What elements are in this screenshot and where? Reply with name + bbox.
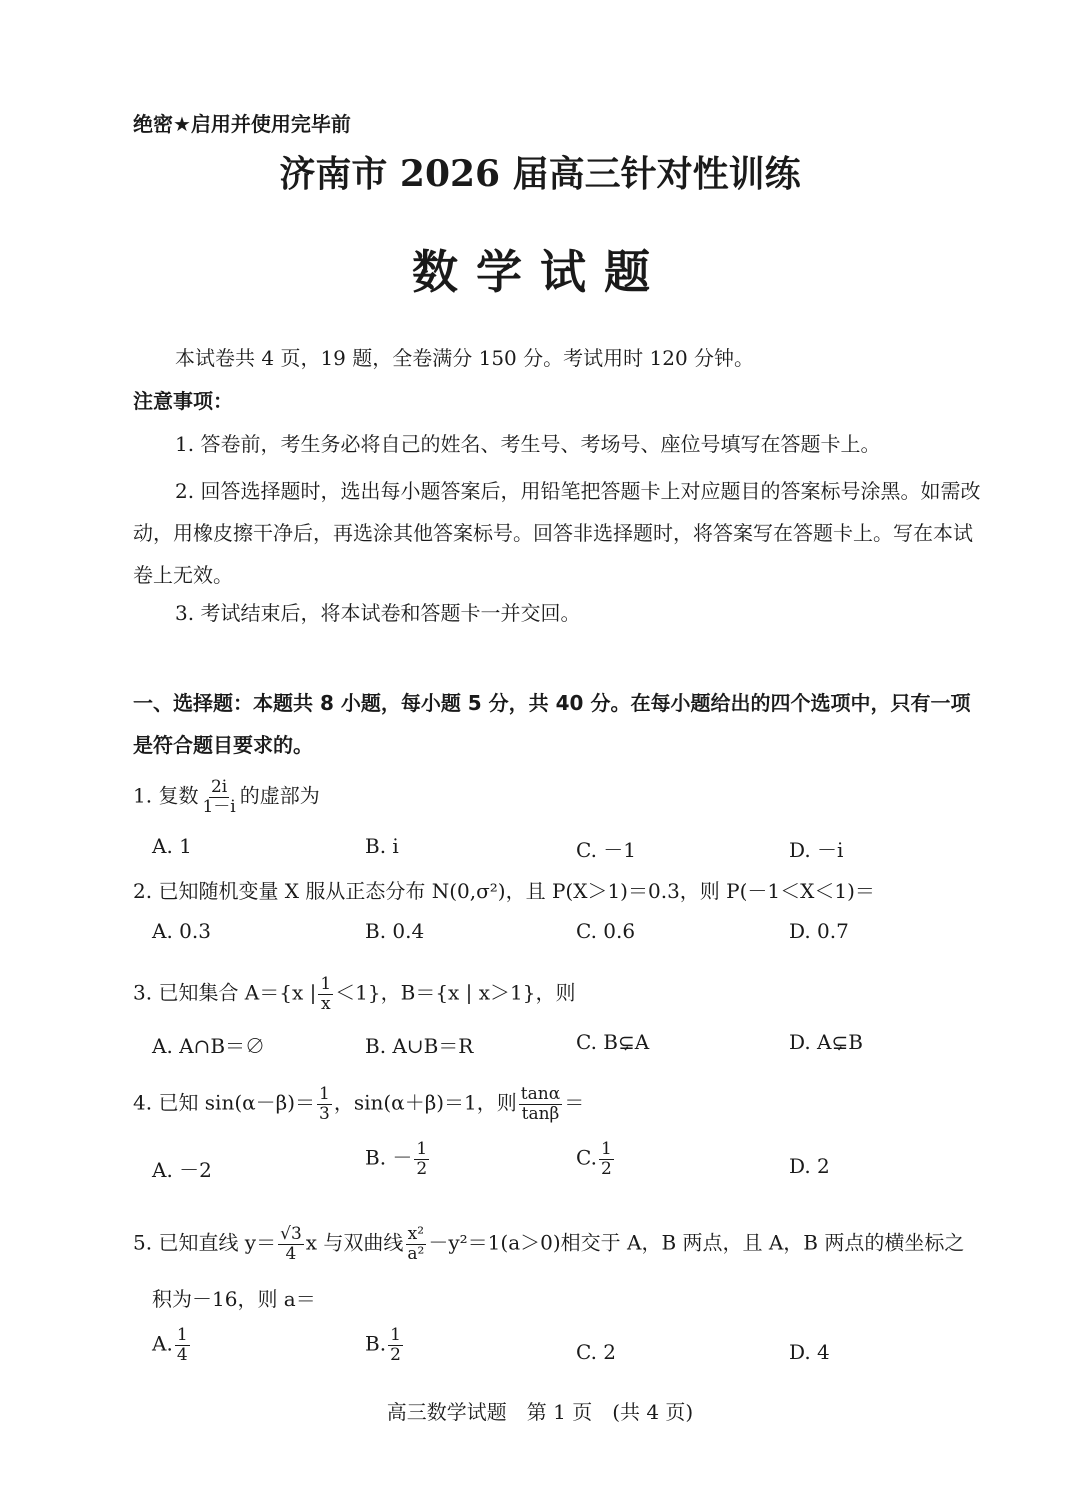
secret-mark: 绝密★启用并使用完毕前 bbox=[133, 112, 351, 136]
q4-option-c-numerator: 1 bbox=[600, 1139, 612, 1159]
q5-option-a bbox=[152, 1326, 192, 1364]
question-4 bbox=[133, 1085, 584, 1123]
q4-numerator-1: 1 bbox=[319, 1084, 330, 1104]
q5-fraction-2 bbox=[405, 1225, 426, 1263]
section-heading: 一、选择题：本题共 8 小题，每小题 5 分，共 40 分。在每小题给出的四个选项中，只有一项是符合题目要求的。 bbox=[133, 691, 971, 757]
q5-option-b-fraction bbox=[388, 1326, 403, 1364]
q4-suffix: ＝ bbox=[564, 1090, 585, 1115]
q1-numerator: 2i bbox=[210, 777, 228, 797]
q1-suffix: 的虚部为 bbox=[239, 783, 320, 808]
question-5 bbox=[133, 1225, 964, 1263]
q4-option-b bbox=[365, 1140, 431, 1178]
q4-option-c-denominator: 2 bbox=[600, 1158, 612, 1179]
q2-option-d: D. 0.7 bbox=[789, 919, 849, 943]
q3-option-c: C. B⊊A bbox=[576, 1030, 650, 1054]
q1-prefix: 1. 复数 bbox=[133, 783, 199, 808]
q5-denominator-1: 4 bbox=[285, 1243, 297, 1264]
q5-option-b-denominator: 2 bbox=[390, 1344, 401, 1365]
q4-option-d: D. 2 bbox=[789, 1154, 830, 1178]
q4-option-c bbox=[576, 1140, 616, 1178]
q5-option-d: D. 4 bbox=[789, 1340, 830, 1364]
q3-fraction bbox=[318, 975, 333, 1013]
q4-fraction-2 bbox=[519, 1085, 562, 1123]
question-3 bbox=[133, 975, 576, 1013]
page-footer: 高三数学试题 第 1 页 (共 4 页) bbox=[386, 1400, 694, 1424]
notice-title: 注意事项： bbox=[133, 389, 233, 413]
q2-option-b: B. 0.4 bbox=[365, 919, 425, 943]
question-2: 2. 已知随机变量 X 服从正态分布 N(0,σ²)，且 P(X＞1)＝0.3，则 P(－1＜X＜1)＝ bbox=[133, 879, 875, 903]
q1-option-d: D. －i bbox=[789, 838, 844, 862]
q5-middle-1: x 与双曲线 bbox=[305, 1230, 404, 1255]
q3-suffix: ＜1}，B＝{x | x＞1}，则 bbox=[335, 980, 576, 1005]
q1-option-a: A. 1 bbox=[152, 834, 192, 858]
q4-denominator-2: tanβ bbox=[521, 1103, 560, 1124]
q5-denominator-2: a² bbox=[407, 1243, 425, 1264]
q4-option-a: A. －2 bbox=[152, 1158, 212, 1182]
q4-option-c-prefix: C. bbox=[576, 1145, 597, 1170]
q4-denominator-1: 3 bbox=[319, 1103, 330, 1124]
q5-option-a-denominator: 4 bbox=[176, 1344, 188, 1365]
q2-option-a: A. 0.3 bbox=[152, 919, 211, 943]
q3-option-b: B. A∪B＝R bbox=[365, 1034, 474, 1058]
q5-option-a-numerator: 1 bbox=[176, 1325, 188, 1345]
q3-option-d: D. A⊊B bbox=[789, 1030, 863, 1054]
q5-fraction-1 bbox=[278, 1225, 304, 1263]
q1-option-b: B. i bbox=[365, 834, 399, 858]
q3-prefix: 3. 已知集合 A＝{x | bbox=[133, 980, 317, 1005]
q1-denominator: 1－i bbox=[202, 796, 236, 817]
q5-middle-2: －y²＝1(a＞0)相交于 A，B 两点，且 A，B 两点的横坐标之 bbox=[428, 1230, 965, 1255]
q5-prefix: 5. 已知直线 y＝ bbox=[133, 1230, 277, 1255]
question-5-line-2: 积为－16，则 a＝ bbox=[152, 1287, 316, 1311]
q5-numerator-2: x² bbox=[407, 1224, 425, 1244]
exam-subtitle: 数学试题 bbox=[412, 245, 668, 299]
q5-option-a-fraction bbox=[175, 1326, 190, 1364]
q4-middle: ，sin(α＋β)＝1，则 bbox=[333, 1090, 517, 1115]
q4-option-b-prefix: B. － bbox=[365, 1145, 413, 1170]
q4-option-b-denominator: 2 bbox=[416, 1158, 428, 1179]
q4-fraction-1 bbox=[317, 1085, 332, 1123]
q3-numerator: 1 bbox=[320, 974, 332, 994]
q5-option-a-prefix: A. bbox=[152, 1331, 173, 1356]
q4-option-b-fraction bbox=[414, 1140, 429, 1178]
q3-denominator: x bbox=[320, 993, 331, 1014]
notice-item-3: 3. 考试结束后，将本试卷和答题卡一并交回。 bbox=[175, 601, 581, 625]
q5-option-b-prefix: B. bbox=[365, 1331, 387, 1356]
q5-option-b bbox=[365, 1326, 405, 1364]
q4-numerator-2: tanα bbox=[520, 1084, 561, 1104]
q4-option-b-numerator: 1 bbox=[416, 1139, 428, 1159]
q1-option-c: C. －1 bbox=[576, 838, 637, 862]
q2-option-c: C. 0.6 bbox=[576, 919, 636, 943]
q4-option-c-fraction bbox=[599, 1140, 614, 1178]
notice-item-2: 2. 回答选择题时，选出每小题答案后，用铅笔把答题卡上对应题目的答案标号涂黑。如需改动，用橡皮擦干净后，再选涂其他答案标号。回答非选择题时，将答案写在答题卡上。写在本试卷上无效。 bbox=[133, 479, 981, 587]
q1-fraction bbox=[200, 778, 237, 816]
question-1 bbox=[133, 778, 320, 816]
q5-option-c: C. 2 bbox=[576, 1340, 617, 1364]
notice-item-1: 1. 答卷前，考生务必将自己的姓名、考生号、考场号、座位号填写在答题卡上。 bbox=[175, 432, 881, 456]
q5-numerator-1: √3 bbox=[280, 1224, 302, 1244]
intro-text: 本试卷共 4 页，19 题，全卷满分 150 分。考试用时 120 分钟。 bbox=[175, 346, 755, 370]
q3-option-a: A. A∩B＝∅ bbox=[152, 1034, 266, 1058]
q5-option-b-numerator: 1 bbox=[390, 1325, 401, 1345]
q4-prefix: 4. 已知 sin(α－β)＝ bbox=[133, 1090, 316, 1115]
exam-title: 济南市 2026 届高三针对性训练 bbox=[279, 153, 801, 195]
